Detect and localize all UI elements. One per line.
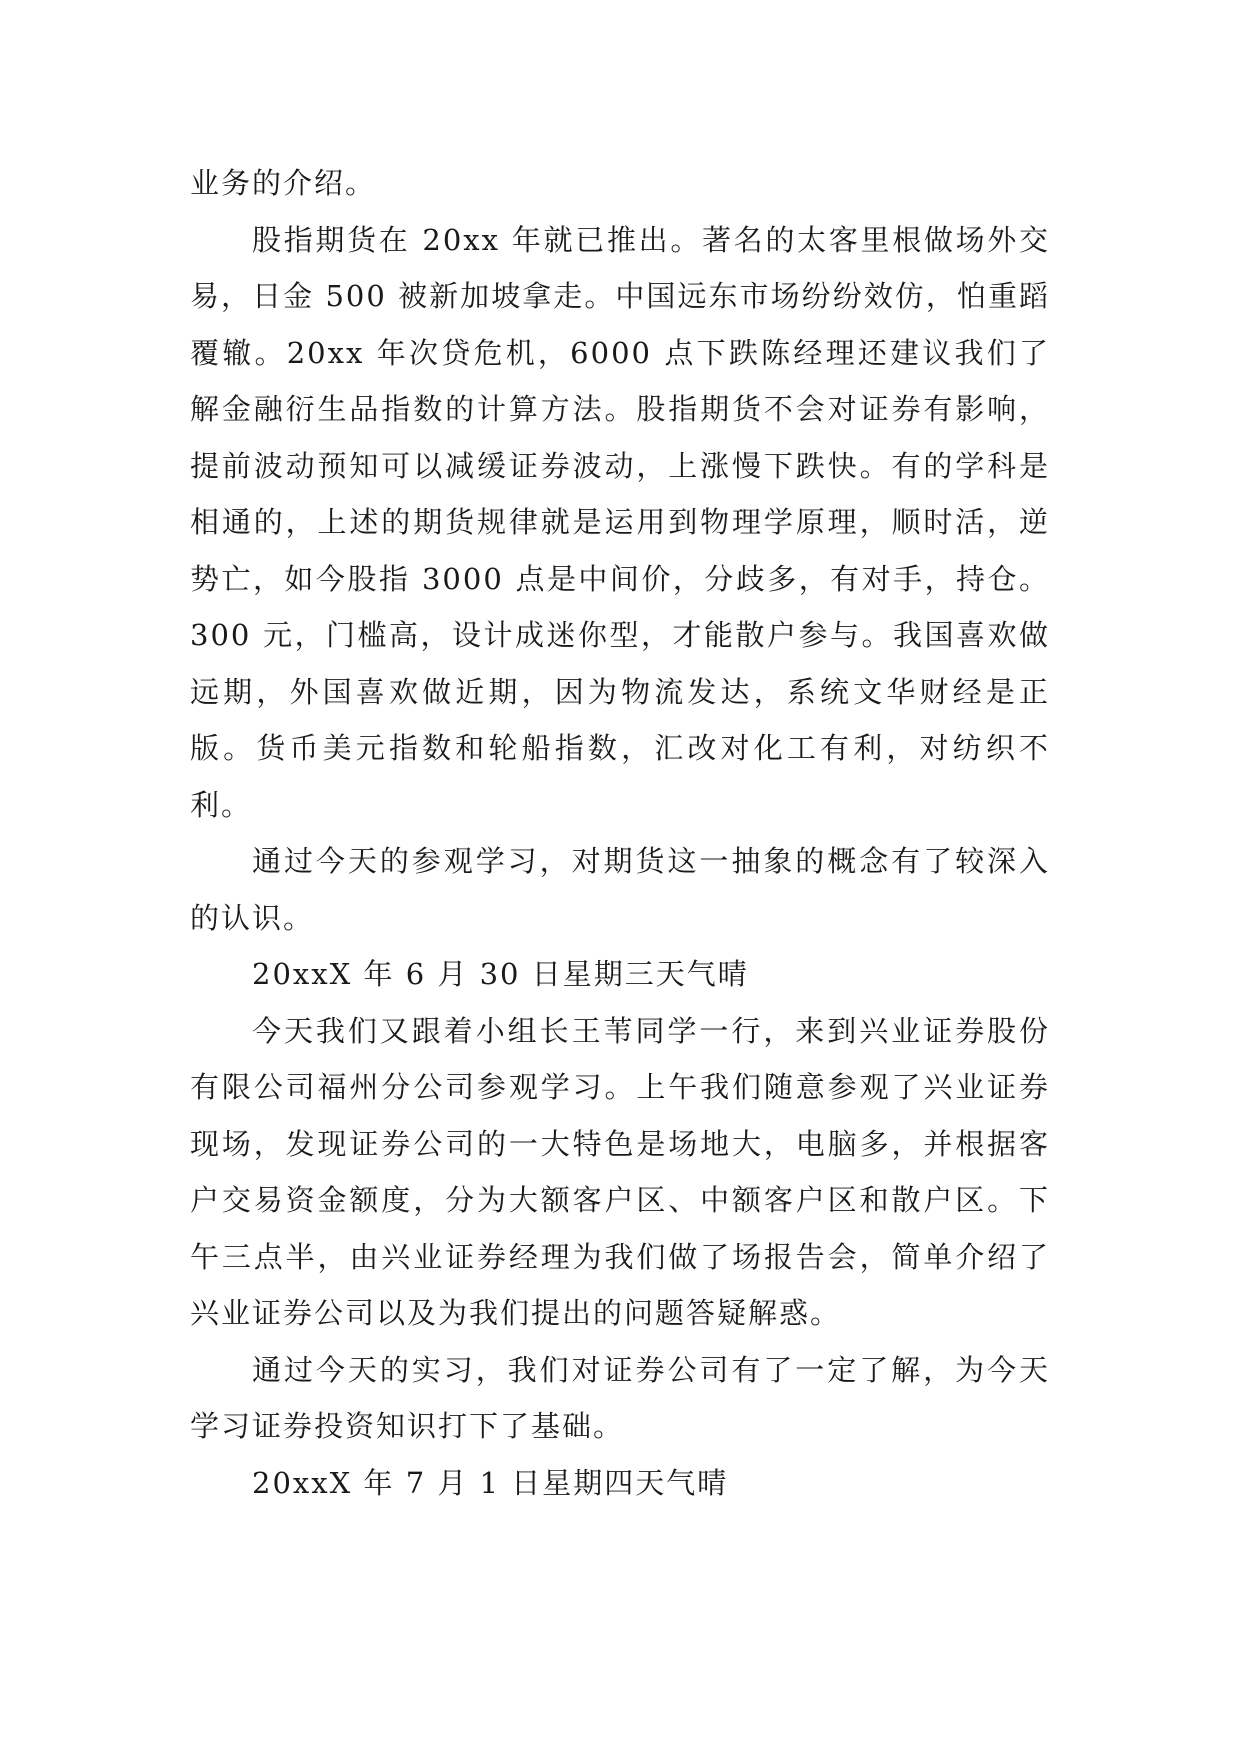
paragraph-internship-summary: 通过今天的实习，我们对证券公司有了一定了解，为今天学习证券投资知识打下了基础。 [190,1352,1050,1443]
document-body [190,155,1050,1511]
diary-date-heading: 20xxX 年 7 月 1 日星期四天气晴 [252,1465,729,1500]
diary-date-heading: 20xxX 年 6 月 30 日星期三天气晴 [252,957,749,991]
paragraph-futures-summary: 通过今天的参观学习，对期货这一抽象的概念有了较深入的认识。 [190,844,1050,935]
paragraph-stock-index-futures: 股指期货在 20xx 年就已推出。著名的太客里根做场外交易，日金 500 被新加坡拿走。中国远东市场纷纷效仿，怕重蹈覆辙。20xx 年次贷危机，6000 点下跌陈经理还建议我们了解金融衍生品指数的计算方法。股指期货不会对证券有影响，提前波动预知可以减缓证券波动，上涨慢下跌快。有的学科是相通的，上述的期货规律就是运用到物理学原理，顺时活，逆势亡，如今股指 3000 点是中间价，分歧多，有对手，持仓。300 元，门槛高，设计成迷你型，才能散户参与。我国喜欢做远期，外国喜欢做近期，因为物流发达，系统文华财经是正版。货币美元指数和轮船指数，汇改对化工有利，对纺织不利。 [190,222,1050,822]
paragraph-securities-visit: 今天我们又跟着小组长王苇同学一行，来到兴业证券股份有限公司福州分公司参观学习。上午我们随意参观了兴业证券现场，发现证券公司的一大特色是场地大，电脑多，并根据客户交易资金额度，分为大额客户区、中额客户区和散户区。下午三点半，由兴业证券经理为我们做了场报告会，简单介绍了兴业证券公司以及为我们提出的问题答疑解惑。 [190,1013,1050,1330]
paragraph-continuation: 业务的介绍。 [190,166,377,200]
